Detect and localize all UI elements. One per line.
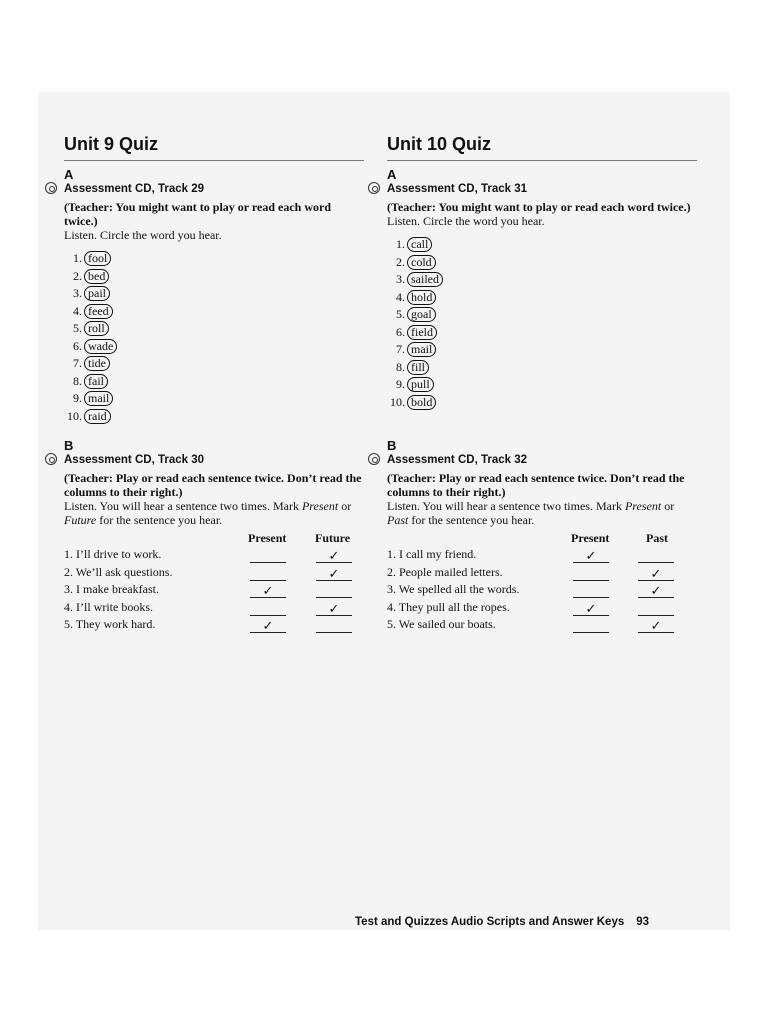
answer-blank (316, 619, 352, 633)
circled-word: mail (407, 342, 436, 357)
list-item (64, 268, 364, 286)
footer-text: Test and Quizzes Audio Scripts and Answer Keys (355, 916, 625, 928)
cd-icon (45, 453, 57, 465)
instr-text: or (338, 499, 352, 513)
item-number: 10. (390, 394, 405, 409)
teacher-note: (Teacher: You might want to play or read each word twice.) (387, 200, 691, 214)
table-row (64, 599, 364, 617)
instructions: Listen. Circle the word you hear. (64, 228, 222, 242)
track-text: Assessment CD, Track 32 (387, 454, 527, 466)
list-item (387, 306, 697, 324)
item-number: 5. (396, 307, 405, 321)
unit10-title: Unit 10 Quiz (387, 134, 697, 161)
item-number: 8. (396, 359, 405, 374)
answer-blank (573, 584, 609, 598)
answer-table (64, 531, 364, 634)
list-item (64, 408, 364, 426)
circled-word: goal (407, 307, 436, 322)
table-header (64, 531, 364, 546)
sentence: 3. We spelled all the words. (387, 582, 520, 596)
teacher-note: (Teacher: Play or read each sentence twice. Don’t read the columns to their right.) (64, 471, 362, 499)
circled-word: feed (84, 304, 113, 319)
circled-word: raid (84, 409, 111, 424)
column-header-past: Past (646, 531, 668, 545)
sentence: 3. I make breakfast. (64, 582, 159, 596)
instr-text: Listen. You will hear a sentence two times. Mark (387, 499, 625, 513)
circled-word: cold (407, 255, 436, 270)
section-letter: B (387, 438, 397, 453)
instr-text: for the sentence you hear. (96, 513, 223, 527)
table-row (387, 616, 697, 634)
word-list (387, 236, 697, 411)
list-item (387, 376, 697, 394)
track-label (64, 182, 364, 197)
track-label (64, 453, 364, 468)
answer-blank: ✓ (573, 602, 609, 616)
cd-icon (368, 182, 380, 194)
circled-word: tide (84, 356, 110, 371)
item-number: 2. (396, 254, 405, 269)
cd-icon (45, 182, 57, 194)
sentence: 1. I call my friend. (387, 547, 477, 561)
item-number: 9. (396, 377, 405, 391)
item-number: 7. (73, 356, 82, 370)
list-item (64, 250, 364, 268)
column-header-present: Present (571, 531, 610, 545)
circled-word: wade (84, 339, 117, 354)
circled-word: fail (84, 374, 108, 389)
circled-word: bed (84, 269, 109, 284)
track-text: Assessment CD, Track 31 (387, 183, 527, 195)
answer-blank: ✓ (316, 549, 352, 563)
list-item (64, 285, 364, 303)
list-item (64, 373, 364, 391)
instr-emphasis: Future (64, 513, 97, 527)
circled-word: pail (84, 286, 110, 301)
item-number: 1. (396, 237, 405, 251)
answer-blank (316, 584, 352, 598)
sentence: 5. They work hard. (64, 617, 156, 631)
instr-text: for the sentence you hear. (408, 513, 535, 527)
answer-blank (638, 602, 674, 616)
teacher-note: (Teacher: Play or read each sentence twice. Don’t read the columns to their right.) (387, 471, 685, 499)
list-item (387, 289, 697, 307)
circled-word: field (407, 325, 437, 340)
item-number: 6. (73, 338, 82, 353)
instr-text: or (661, 499, 675, 513)
list-item (64, 355, 364, 373)
list-item (64, 303, 364, 321)
circled-word: sailed (407, 272, 443, 287)
track-label (387, 453, 697, 468)
teacher-note: (Teacher: You might want to play or read each word twice.) (64, 200, 331, 228)
section-letter: A (387, 167, 397, 182)
answer-blank: ✓ (316, 602, 352, 616)
sentence: 4. They pull all the ropes. (387, 599, 510, 614)
table-row (64, 581, 364, 599)
unit9-section-a (64, 167, 364, 425)
item-number: 10. (67, 408, 82, 423)
sentence: 5. We sailed our boats. (387, 617, 496, 631)
list-item (387, 359, 697, 377)
list-item (387, 341, 697, 359)
list-item (387, 324, 697, 342)
answer-blank (573, 619, 609, 633)
column-header-present: Present (248, 531, 287, 545)
unit10-section-a (387, 167, 697, 411)
item-number: 8. (73, 373, 82, 388)
instr-emphasis: Past (387, 513, 409, 527)
table-row (387, 564, 697, 582)
table-row (64, 546, 364, 564)
answer-blank: ✓ (638, 619, 674, 633)
unit10-column (387, 134, 697, 633)
unit9-section-b (64, 438, 364, 634)
instr-emphasis: Present (624, 499, 662, 513)
answer-table (387, 531, 697, 634)
item-number: 5. (73, 321, 82, 335)
table-row (387, 581, 697, 599)
item-number: 7. (396, 342, 405, 356)
answer-blank: ✓ (638, 584, 674, 598)
answer-blank: ✓ (250, 584, 286, 598)
page-footer (355, 916, 649, 928)
item-number: 6. (396, 324, 405, 339)
unit9-column (64, 134, 364, 633)
answer-blank (638, 549, 674, 563)
item-number: 3. (396, 272, 405, 286)
word-list (64, 250, 364, 425)
instructions: Listen. Circle the word you hear. (387, 214, 545, 228)
list-item (64, 390, 364, 408)
instructions (64, 499, 364, 527)
section-letter: B (64, 438, 74, 453)
circled-word: fool (84, 251, 111, 266)
circled-word: bold (407, 395, 436, 410)
answer-blank: ✓ (638, 567, 674, 581)
section-letter: A (64, 167, 74, 182)
list-item (64, 338, 364, 356)
list-item (64, 320, 364, 338)
answer-blank (250, 549, 286, 563)
circled-word: roll (84, 321, 109, 336)
sentence: 2. People mailed letters. (387, 564, 503, 579)
answer-blank (250, 602, 286, 616)
cd-icon (368, 453, 380, 465)
item-number: 3. (73, 286, 82, 300)
table-header (387, 531, 697, 546)
sentence: 1. I’ll drive to work. (64, 547, 162, 561)
answer-blank: ✓ (316, 567, 352, 581)
list-item (387, 254, 697, 272)
circled-word: mail (84, 391, 113, 406)
item-number: 4. (396, 289, 405, 304)
circled-word: fill (407, 360, 429, 375)
table-row (64, 616, 364, 634)
circled-word: call (407, 237, 432, 252)
list-item (387, 236, 697, 254)
sentence: 2. We’ll ask questions. (64, 564, 173, 579)
list-item (387, 271, 697, 289)
sentence: 4. I’ll write books. (64, 599, 153, 614)
item-number: 9. (73, 391, 82, 405)
table-row (387, 599, 697, 617)
item-number: 1. (73, 251, 82, 265)
answer-blank (250, 567, 286, 581)
circled-word: pull (407, 377, 434, 392)
item-number: 4. (73, 303, 82, 318)
instr-emphasis: Present (301, 499, 339, 513)
track-text: Assessment CD, Track 29 (64, 183, 204, 195)
table-row (64, 564, 364, 582)
unit9-title: Unit 9 Quiz (64, 134, 364, 161)
instructions (387, 499, 697, 527)
answer-blank (573, 567, 609, 581)
item-number: 2. (73, 268, 82, 283)
page-number: 93 (636, 916, 650, 928)
table-row (387, 546, 697, 564)
circled-word: hold (407, 290, 436, 305)
answer-blank: ✓ (573, 549, 609, 563)
list-item (387, 394, 697, 412)
track-label (387, 182, 697, 197)
unit10-section-b (387, 438, 697, 634)
answer-blank: ✓ (250, 619, 286, 633)
instr-text: Listen. You will hear a sentence two times. Mark (64, 499, 302, 513)
column-header-future: Future (315, 531, 351, 545)
track-text: Assessment CD, Track 30 (64, 454, 204, 466)
